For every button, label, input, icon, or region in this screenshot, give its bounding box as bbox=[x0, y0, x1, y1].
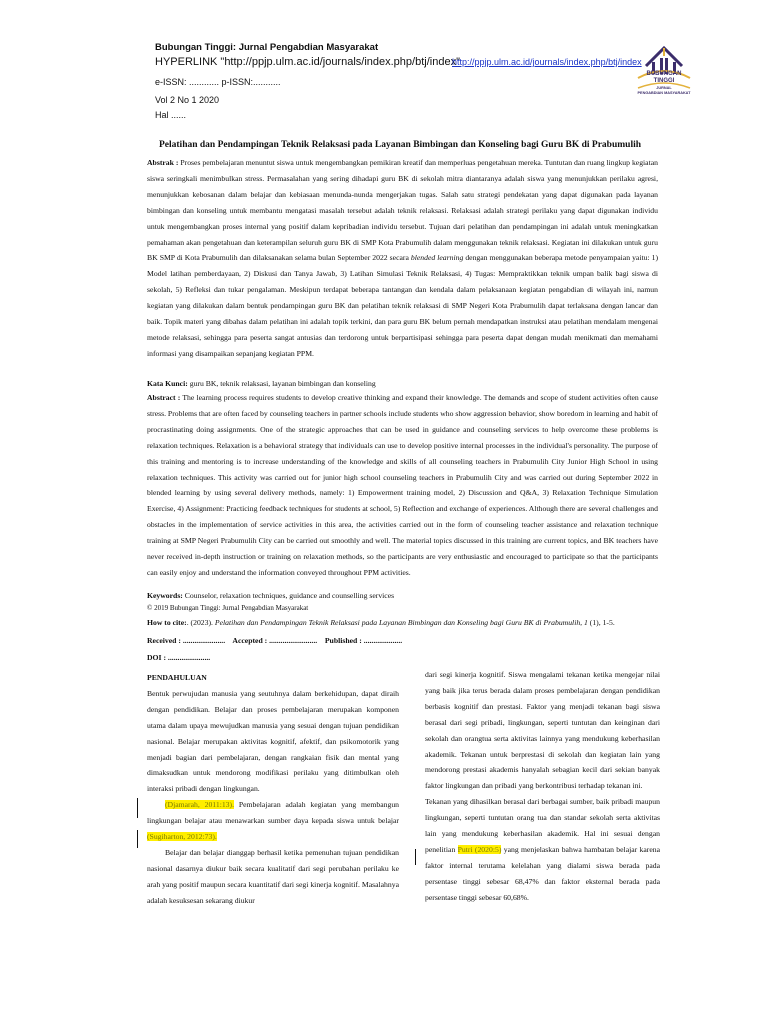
change-bar-2 bbox=[137, 830, 138, 848]
right-paragraph-1: dari segi kinerja kognitif. Siswa mengalami tekanan ketika mengejar nilai yang baik jika terus berada dalam proses pembelajaran dengan pendidikan berbasis kognitif dan prestasi. Faktor yang menjadi tekanan bagi siswa berasal dari segi pribadi, lingkungan, seperti tuntutan dan keinginan dari sekolah dan orangtua serta aktivitas lainnya yang mendukung keberhasilan akademik. Tekanan untuk berprestasi di sekolah dan kegiatan lain yang mendorong prestasi akademis hanyalah sebagian kecil dari sekian banyak faktor lingkungan dan pribadi yang berkontribusi terhadap tekanan ini. bbox=[425, 670, 660, 791]
logo-line-1: BUBUNGAN bbox=[646, 71, 682, 77]
section-heading: PENDAHULUAN bbox=[147, 673, 207, 682]
abstrak-label: Abstrak : bbox=[147, 158, 179, 167]
accepted-date: Accepted : ......................... bbox=[232, 636, 318, 645]
received-date: Received : ...................... bbox=[147, 636, 226, 645]
journal-logo bbox=[632, 44, 696, 102]
left-paragraph-2-text: Pembelajaran adalah kegiatan yang membangun lingkungan belajar atau menawarkan sumber daya kepada siswa untuk belajar bbox=[147, 800, 400, 826]
logo-line-4: PENGABDIAN MASYARAKAT bbox=[637, 91, 691, 95]
volume-line: Vol 2 No 1 2020 bbox=[155, 95, 220, 105]
cite-label: How to cite: bbox=[147, 618, 187, 627]
cite-text-1: . (2023). bbox=[186, 618, 213, 627]
keywords-text: Counselor, relaxation techniques, guidance and counselling services bbox=[184, 591, 395, 600]
abstract-paragraph bbox=[147, 390, 658, 581]
page-range-line: Hal ...... bbox=[155, 110, 187, 120]
body-column-right bbox=[425, 667, 660, 906]
dates-line bbox=[147, 635, 667, 647]
kata-kunci-text: guru BK, teknik relaksasi, layanan bimbingan dan konseling bbox=[189, 379, 376, 388]
doi-line: DOI : ...................... bbox=[147, 653, 211, 662]
article-title: Pelatihan dan Pendampingan Teknik Relaksasi pada Layanan Bimbingan dan Konseling bagi Guru BK di Prabumulih bbox=[158, 140, 642, 150]
journal-name: Bubungan Tinggi: Jurnal Pengabdian Masyarakat bbox=[155, 42, 379, 53]
abstract-label: Abstract : bbox=[147, 393, 181, 402]
published-date: Published : .................... bbox=[324, 636, 403, 645]
citation-putri: Putri (2020:5) bbox=[457, 844, 502, 854]
right-paragraph-2-text-a: Tekanan yang dihasilkan berasal dari berbagai sumber, baik pribadi maupun lingkungan, seperti tuntutan orang tua dan standar sekolah serta aktivitas lain yang mendukung keberhasilan akademik. Hal ini sesuai dengan penelitian bbox=[425, 797, 660, 854]
copyright-line: © 2019 Bubungan Tinggi: Jurnal Pengabdian Masyarakat bbox=[147, 604, 309, 612]
abstrak-paragraph bbox=[147, 155, 658, 362]
kata-kunci-label: Kata Kunci: bbox=[147, 379, 188, 388]
abstrak-text-2: dengan menggunakan beberapa metode penyampaian yaitu: 1) Model latihan pemberdayaan, 2) Diskusi dan Tanya Jawab, 3) Latihan Simulasi Teknik Relaksasi, 4) Tugas: Mempraktikkan teknik umpan balik bagi siswa di sekolah, 5) Refleksi dan tukar pengalaman. Meskipun terdapat beberapa tantangan dan kendala dalam pelaksanaan kegiatan pengabdian di wilayah ini, namun kegiatan yang dilakukan dalam bentuk pendampingan guru BK dan pelatihan teknik relaksasi di SMP Negeri Kota Prabumulih dapat terlaksana dengan lancar dan baik. Topik materi yang dibahas dalam pelatihan ini adalah topik terkini, dan para guru BK belum pernah mendapatkan instruksi atau pelatihan mendalam mengenai metode relaksasi, sehingga para peserta sangat antusias dan terdorong untuk berpartisipasi sehingga para peserta dapat dengan mudah menikmati dan memahami informasi yang disampaikan sepanjang kegiatan PPM. bbox=[147, 253, 659, 358]
logo-line-3: JURNAL bbox=[656, 86, 672, 90]
cite-text-2: (1), 1-5. bbox=[589, 618, 615, 627]
how-to-cite-line bbox=[147, 617, 667, 629]
issn-line: e-ISSN: ............ p-ISSN:........... bbox=[155, 77, 281, 87]
logo-line-2: TINGGI bbox=[653, 78, 675, 84]
left-paragraph-3: Belajar dan belajar dianggap berhasil ketika pemenuhan tujuan pendidikan nasional dasarnya diukur baik secara kualitatif dari segi perubahan perilaku ke arah yang positif maupun secara kuantitatif dari segi kinerja kognitif. Masalahnya adalah kesuksesan sekarang diukur bbox=[147, 847, 399, 905]
cite-italic: Pelatihan dan Pendampingan Teknik Relaksasi pada Layanan Bimbingan dan Konseling bagi Guru BK di Prabumulih, 1 bbox=[214, 618, 588, 627]
left-paragraph-2 bbox=[147, 797, 399, 845]
journal-url-link[interactable]: http://ppjp.ulm.ac.id/journals/index.php/btj/index bbox=[452, 57, 642, 67]
citation-sugiharton: (Sugiharton, 2012:73). bbox=[147, 832, 217, 842]
abstract-text: The learning process requires students to develop creative thinking and expand their knowledge. The demands and scope of student activities often cause stress. Problems that are often faced by counseling teachers in partner schools include students who show aggression behavior, show boredom in learning and habit of procrastinating doing assignments. One of the strategic approaches that can be used in guidance and counseling services to help overcome these problems is relaxation techniques. Relaxation is a behavioral strategy that individuals can use to develop positive internal processes in the individual's personality. The purpose of this training and mentoring is to increase understanding of the knowledge and skills of all counseling teachers in Prabumulih City Junior High School in using relaxation techniques. This activity was carried out for junior high school counseling teachers in Prabumulih City and was carried out during September 2022 in blended learning by using several delivery methods, namely: 1) Empowerment training model, 2) Discussion and Q&A, 3) Relaxation Technique Simulation Exercise, 4) Assignment: Practicing feedback techniques for students at school, 5) Reflection and exchange of experiences. Although there are several challenges and obstacles in the implementation of service activities in this area, the activities carried out in the form of counseling teacher assistance and relaxation technique training at SMP Negeri Prabumulih City can be carried out smoothly and well. The material topics discussed in this training are current topics, and BK teachers have never received in-depth instruction or training on relaxation methods, so the participants are very enthusiastic and encouraged to participate so that the participants can easily enjoy and understand the information conveyed throughout PPM activities. bbox=[147, 393, 658, 577]
hyperlink-field-text: HYPERLINK "http://ppjp.ulm.ac.id/journals/index.php/btj/index" bbox=[155, 56, 460, 68]
abstrak-italic-term: blended learning bbox=[410, 253, 464, 263]
abstrak-text-1: Proses pembelajaran menuntut siswa untuk mengembangkan pemikiran kreatif dan memperluas pengetahuan mereka. Tuntutan dan ruang lingkup kegiatan siswa seringkali menimbulkan stress. Permasalahan yang sering dihadapi guru BK di sekolah mitra diantaranya adalah siswa yang menunjukkan perilaku agresi, menunjukkan kebosanan dalam belajar dan kebiasaan menunda-nunda mengerjakan tugas. Salah satu strategi pendekatan yang dapat digunakan pada layanan bimbingan dan konseling untuk membantu mengatasi masalah tersebut adalah teknik relaksasi. Relaksasi adalah strategi perilaku yang dapat digunakan individu untuk mengembangkan proses internal yang positif dalam kepribadian individu tersebut. Tujuan dari pelatihan dan pendampingan ini adalah untuk meningkatkan pemahaman akan pengetahuan dan keterampilan seluruh guru BK di SMP Kota Prabumulih dalam menggunakan teknik relaksasi. Kegiatan ini dilakukan untuk guru BK SMP di Kota Prabumulih dan dilaksanakan selama bulan September 2022 secara bbox=[147, 158, 658, 263]
right-paragraph-2-text-b: yang menjelaskan bahwa hambatan belajar karena faktor internal terutama kelelahan yang dialami siswa berada pada persentase tinggi sebesar 68,47% dan faktor eksternal berada pada persentase tinggi sebesar 60,68%. bbox=[425, 844, 661, 902]
change-bar-3 bbox=[415, 849, 416, 865]
left-paragraph-1: Bentuk perwujudan manusia yang seutuhnya dalam berkehidupan, dapat diraih dengan pendidikan. Belajar dan proses pembelajaran merupakan komponen utama dalam upaya mewujudkan manusia yang sesuai dengan tujuan pendidikan nasional. Belajar merupakan aktivitas kognitif, afektif, dan psikomotorik yang menjadi bagian dari pembelajaran, dengan rangkaian fisik dan mental yang dimaksudkan untuk mendorong modifikasi perilaku yang ditimbulkan oleh interaksi pribadi dengan lingkungan. bbox=[147, 688, 399, 794]
right-paragraph-2 bbox=[425, 794, 660, 905]
keywords-label: Keywords: bbox=[147, 591, 183, 600]
body-column-left bbox=[147, 670, 399, 909]
keywords-line bbox=[147, 588, 658, 604]
citation-djamarah: (Djamarah, 2011:13). bbox=[165, 800, 235, 810]
change-bar-1 bbox=[137, 798, 138, 818]
